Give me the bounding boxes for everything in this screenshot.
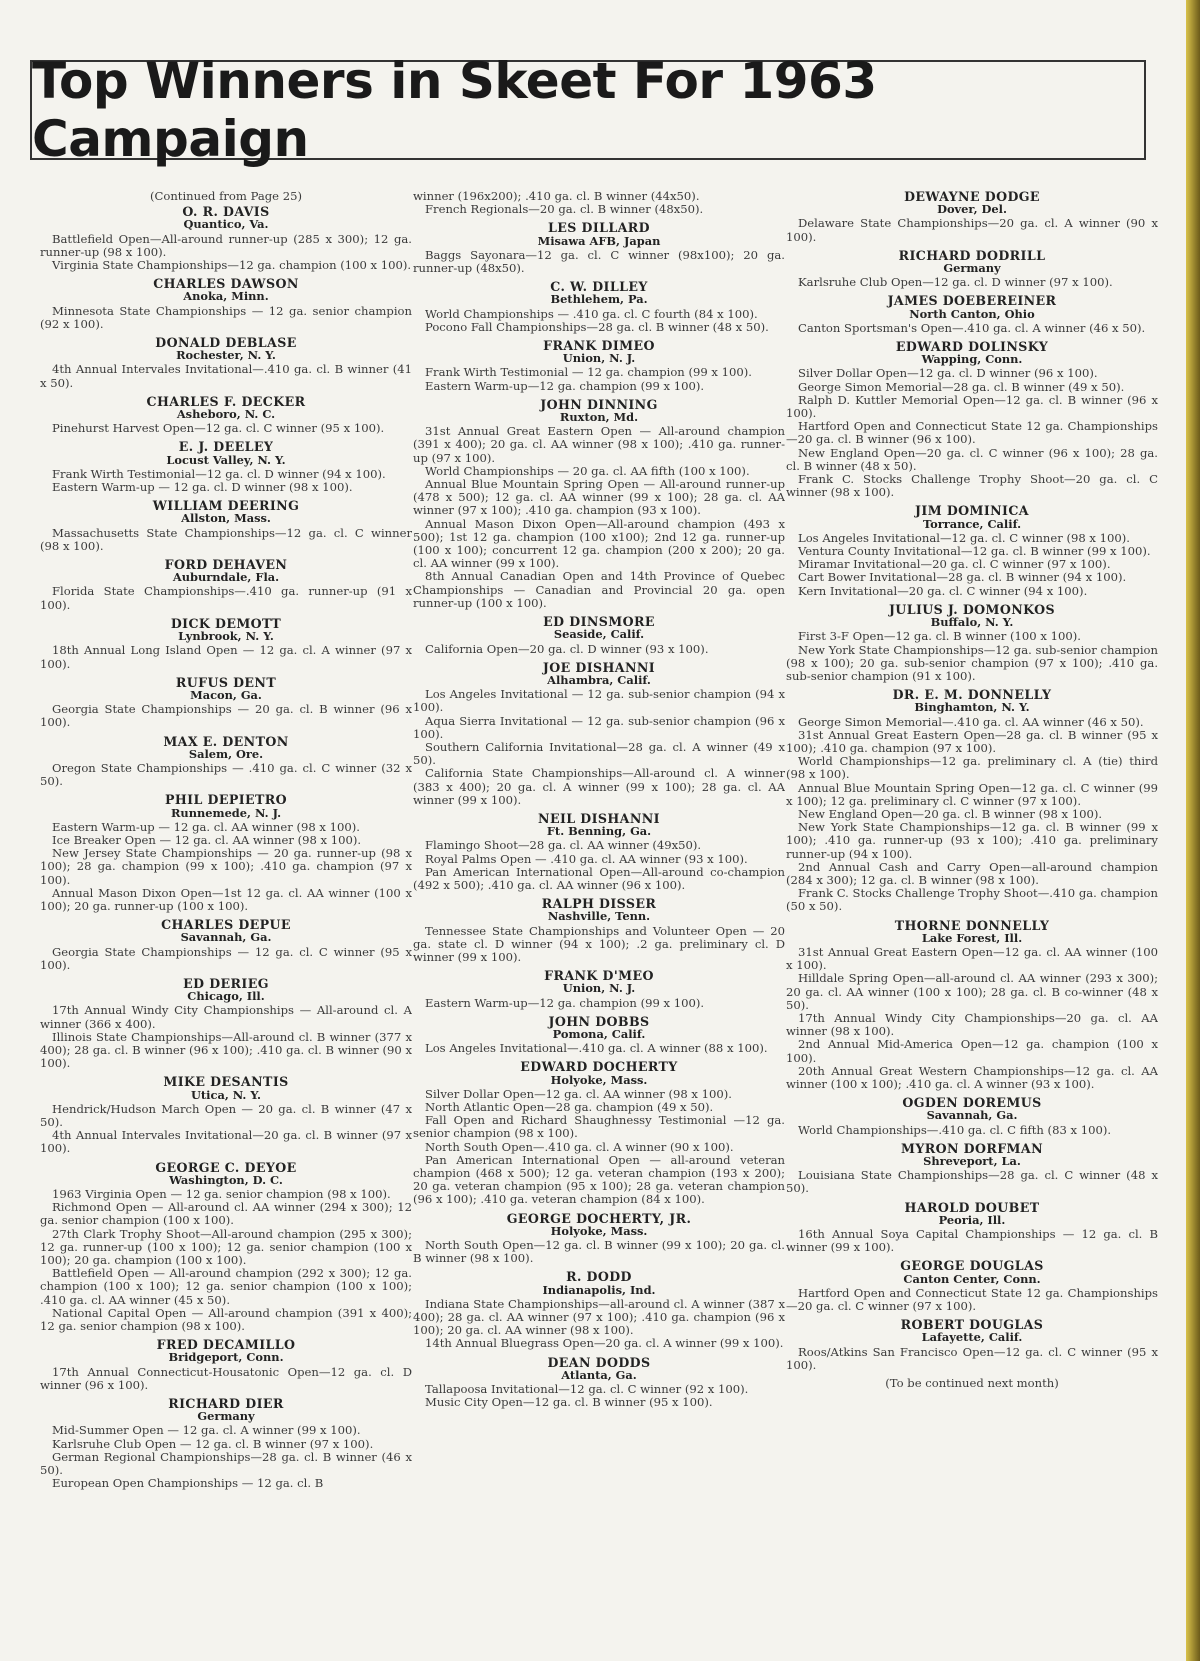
winner-name: C. W. DILLEY xyxy=(550,279,648,295)
result-line: 2nd Annual Mid-America Open—12 ga. champion (100 x 100). xyxy=(786,1037,1158,1065)
winner-name: JULIUS J. DOMONKOS xyxy=(888,601,1056,617)
winner-name: LES DILLARD xyxy=(547,220,650,236)
winner-location: Germany xyxy=(197,1409,255,1424)
result-line: Hilldale Spring Open—all-around cl. AA winner (293 x 300); 20 ga. cl. AA winner (100 x 100); 28 ga. cl. B co-winner (48 x 50). xyxy=(786,971,1158,1012)
winner-location: Pomona, Calif. xyxy=(552,1026,646,1041)
winner-location: Bethlehem, Pa. xyxy=(550,292,648,307)
winner-location: Auburndale, Fla. xyxy=(172,570,280,585)
winner-location: Locust Valley, N. Y. xyxy=(166,452,286,467)
result-line: Los Angeles Invitational—.410 ga. cl. A winner (88 x 100). xyxy=(425,1041,768,1056)
result-line: Eastern Warm-up — 12 ga. cl. D winner (98 x 100). xyxy=(52,480,353,495)
winner-location: Misawa AFB, Japan xyxy=(537,233,661,248)
result-line: 14th Annual Bluegrass Open—20 ga. cl. A winner (99 x 100). xyxy=(425,1336,784,1351)
winner-name: FRED DECAMILLO xyxy=(156,1337,296,1353)
winner-location: Torrance, Calif. xyxy=(922,516,1022,531)
winner-name: WILLIAM DEERING xyxy=(152,498,300,514)
winner-name: PHIL DEPIETRO xyxy=(165,792,287,808)
result-line: 17th Annual Windy City Championships—20 ga. cl. AA winner (98 x 100). xyxy=(786,1010,1158,1039)
result-line: 20th Annual Great Western Championships—12 ga. cl. AA winner (100 x 100); .410 ga. cl. A winner (93 x 100). xyxy=(786,1063,1158,1091)
result-line: Delaware State Championships—20 ga. cl. A winner (90 x 100). xyxy=(786,216,1158,244)
result-line: Eastern Warm-up—12 ga. champion (99 x 100). xyxy=(425,378,705,393)
winner-entry xyxy=(786,1318,1158,1372)
result-line: New England Open—20 ga. cl. C winner (96 x 100); 28 ga. cl. B winner (48 x 50). xyxy=(786,445,1158,473)
winner-name: NEIL DISHANNI xyxy=(538,810,660,826)
winner-location: Lake Forest, Ill. xyxy=(921,930,1023,945)
result-line: Massachusetts State Championships—12 ga. cl. C winner (98 x 100). xyxy=(40,525,412,553)
winner-name: MIKE DESANTIS xyxy=(163,1074,289,1090)
result-line: Canton Sportsman's Open—.410 ga. cl. A winner (46 x 50). xyxy=(798,320,1146,335)
winner-location: Anoka, Minn. xyxy=(183,289,269,304)
result-line: 31st Annual Great Eastern Open—28 ga. cl. B winner (95 x 100); .410 ga. champion (97 x 100). xyxy=(786,727,1158,755)
winner-entry xyxy=(413,1356,785,1410)
result-line: Pinehurst Harvest Open—12 ga. cl. C winner (95 x 100). xyxy=(52,421,385,436)
winner-location: Savannah, Ga. xyxy=(926,1108,1018,1123)
result-line: Eastern Warm-up — 12 ga. cl. AA winner (98 x 100). xyxy=(52,819,360,834)
result-line: Frank C. Stocks Challenge Trophy Shoot—20 ga. cl. C winner (98 x 100). xyxy=(786,472,1158,500)
winner-name: FRANK DIMEO xyxy=(543,338,655,354)
winner-name: DONALD DEBLASE xyxy=(155,335,297,351)
winner-location: Wapping, Conn. xyxy=(921,352,1023,367)
winner-location: Quantico, Va. xyxy=(183,217,269,232)
winner-location: Binghamton, N. Y. xyxy=(914,700,1030,715)
winner-name: JOE DISHANNI xyxy=(542,659,656,675)
result-line: Royal Palms Open — .410 ga. cl. AA winner (93 x 100). xyxy=(425,851,748,866)
result-line: George Simon Memorial—.410 ga. cl. AA winner (46 x 50). xyxy=(798,714,1144,729)
result-line: Annual Blue Mountain Spring Open—12 ga. cl. C winner (99 x 100); 12 ga. preliminary cl. C winner (97 x 100). xyxy=(786,780,1158,808)
winner-entry xyxy=(786,1259,1158,1313)
winner-entry xyxy=(40,440,412,494)
result-line: Pocono Fall Championships—28 ga. cl. B winner (48 x 50). xyxy=(425,319,769,334)
winner-name: O. R. DAVIS xyxy=(182,204,270,220)
winner-location: Bridgeport, Conn. xyxy=(168,1350,284,1365)
result-line: North South Open—.410 ga. cl. A winner (90 x 100). xyxy=(425,1139,734,1154)
continued-next-note: (To be continued next month) xyxy=(885,1376,1059,1391)
winner-location: Asheboro, N. C. xyxy=(176,407,276,422)
result-line: Aqua Sierra Invitational — 12 ga. sub-senior champion (96 x 100). xyxy=(413,713,785,741)
winner-name: RICHARD DODRILL xyxy=(898,247,1046,263)
winner-name: FORD DEHAVEN xyxy=(164,557,288,573)
result-line: Karlsruhe Club Open—12 ga. cl. D winner (97 x 100). xyxy=(798,275,1113,290)
winner-name: JAMES DOEBEREINER xyxy=(887,293,1057,309)
result-line: 1963 Virginia Open — 12 ga. senior champion (98 x 100). xyxy=(52,1187,391,1202)
winner-entry xyxy=(40,395,412,436)
result-line: Silver Dollar Open—12 ga. cl. AA winner (98 x 100). xyxy=(425,1086,732,1101)
result-line: 16th Annual Soya Capital Championships — 12 ga. cl. B winner (99 x 100). xyxy=(786,1227,1158,1255)
column-1 xyxy=(40,190,412,1650)
winner-name: RUFUS DENT xyxy=(175,674,277,690)
winner-entry xyxy=(40,735,412,789)
result-line: California State Championships—All-around cl. A winner (383 x 400); 20 ga. cl. A winner (99 x 100); 28 ga. cl. AA winner (99 x 100). xyxy=(413,766,785,807)
winner-name: DR. E. M. DONNELLY xyxy=(892,687,1052,703)
result-line: Hendrick/Hudson March Open — 20 ga. cl. B winner (47 x 50). xyxy=(40,1101,412,1129)
winner-entry xyxy=(413,1060,785,1206)
result-line: Battlefield Open — All-around champion (292 x 300); 12 ga. champion (100 x 100); 12 ga. senior champion (100 x 100); .410 ga. cl. AA winner (45 x 50). xyxy=(40,1266,412,1307)
winner-location: Alhambra, Calif. xyxy=(547,672,651,687)
winner-entry xyxy=(413,812,785,892)
winner-entry xyxy=(40,793,412,913)
winner-entry xyxy=(786,919,1158,1092)
page-title: Top Winners in Skeet For 1963 Campaign xyxy=(32,52,877,168)
result-line: New York State Championships—12 ga. sub-senior champion (98 x 100); 20 ga. sub-senior champion (97 x 100); .410 ga. sub-senior champion (91 x 100). xyxy=(786,642,1158,683)
winner-entry xyxy=(786,340,1158,499)
winner-entry xyxy=(786,190,1158,244)
result-line: Minnesota State Championships — 12 ga. senior champion (92 x 100). xyxy=(40,303,412,331)
result-line: National Capital Open — All-around champion (391 x 400); 12 ga. senior champion (98 x 100). xyxy=(40,1305,412,1334)
winner-location: Savannah, Ga. xyxy=(180,930,272,945)
result-line: New Jersey State Championships — 20 ga. runner-up (98 x 100); 28 ga. champion (99 x 100); .410 ga. champion (97 x 100). xyxy=(40,846,412,887)
result-line: Virginia State Championships—12 ga. champion (100 x 100). xyxy=(52,258,412,273)
column-2 xyxy=(413,190,785,1650)
winner-entry xyxy=(786,1201,1158,1255)
winner-location: Buffalo, N. Y. xyxy=(930,615,1014,630)
winner-entry xyxy=(40,676,412,730)
result-line: Louisiana State Championships—28 ga. cl. C winner (48 x 50). xyxy=(786,1168,1158,1196)
result-line: Baggs Sayonara—12 ga. cl. C winner (98x100); 20 ga. runner-up (48x50). xyxy=(413,247,785,276)
winner-location: Germany xyxy=(943,261,1001,276)
result-line: Ralph D. Kuttler Memorial Open—12 ga. cl. B winner (96 x 100). xyxy=(786,392,1158,421)
result-line: Florida State Championships—.410 ga. runner-up (91 x 100). xyxy=(40,584,412,612)
winner-name: ROBERT DOUGLAS xyxy=(900,1317,1044,1333)
result-line: World Championships—.410 ga. cl. C fifth (83 x 100). xyxy=(798,1122,1112,1137)
winner-name: JIM DOMINICA xyxy=(915,503,1029,519)
winner-location: North Canton, Ohio xyxy=(909,306,1035,321)
winner-location: Allston, Mass. xyxy=(181,511,271,526)
result-line: 8th Annual Canadian Open and 14th Province of Quebec Championships — Canadian and Provincial 20 ga. open runner-up (100 x 100). xyxy=(413,569,785,610)
winner-entry xyxy=(413,221,785,275)
result-line: 18th Annual Long Island Open — 12 ga. cl. A winner (97 x 100). xyxy=(40,643,412,671)
result-line: Pan American International Open — all-around veteran champion (468 x 500); 12 ga. veteran champion (193 x 200); 20 ga. veteran champion (95 x 100); 28 ga. veteran champion (96 x 100); .410 ga. veteran champion (84 x 100). xyxy=(413,1152,785,1207)
winner-name: DEAN DODDS xyxy=(547,1354,651,1370)
winner-location: Union, N. J. xyxy=(562,351,636,366)
winner-location: Nashville, Tenn. xyxy=(547,909,651,924)
winner-name: FRANK D'MEO xyxy=(544,968,654,984)
winner-name: GEORGE C. DEYOE xyxy=(155,1159,297,1175)
winner-location: Atlanta, Ga. xyxy=(561,1367,637,1382)
result-line: World Championships—12 ga. preliminary cl. A (tie) third (98 x 100). xyxy=(786,754,1158,782)
winner-location: Runnemede, N. J. xyxy=(170,805,282,820)
winner-location: Macon, Ga. xyxy=(190,687,262,702)
winner-name: ED DERIEG xyxy=(183,975,269,991)
winner-entry xyxy=(40,336,412,390)
winner-name: EDWARD DOLINSKY xyxy=(895,339,1049,355)
winner-entry xyxy=(40,1338,412,1392)
result-line: Annual Mason Dixon Open—All-around champion (493 x 500); 1st 12 ga. champion (100 x100); 2nd 12 ga. runner-up (100 x 100); concurrent 12 ga. champion (200 x 200); 20 ga. cl. AA winner (99 x 100). xyxy=(413,516,785,571)
result-line: 27th Clark Trophy Shoot—All-around champion (295 x 300); 12 ga. runner-up (100 x 100); 12 ga. senior champion (100 x 100); 20 ga. champion (100 x 100). xyxy=(40,1226,412,1268)
result-line: North South Open—12 ga. cl. B winner (99 x 100); 20 ga. cl. B winner (98 x 100). xyxy=(413,1238,785,1266)
winner-entry xyxy=(413,398,785,610)
result-line: winner (196x200); .410 ga. cl. B winner (44x50). xyxy=(413,190,700,203)
result-line: Silver Dollar Open—12 ga. cl. D winner (96 x 100). xyxy=(798,366,1098,381)
result-line: Ventura County Invitational—12 ga. cl. B winner (99 x 100). xyxy=(798,544,1151,559)
winner-entry xyxy=(413,661,785,807)
winner-entry xyxy=(413,969,785,1010)
result-line: Ice Breaker Open — 12 ga. cl. AA winner (98 x 100). xyxy=(52,832,362,847)
winner-name: DICK DEMOTT xyxy=(170,615,282,631)
winner-name: GEORGE DOUGLAS xyxy=(900,1258,1044,1274)
result-line: 4th Annual Intervales Invitational—.410 ga. cl. B winner (41 x 50). xyxy=(40,362,412,390)
result-line: Pan American International Open—All-around co-champion (492 x 500); .410 ga. cl. AA winner (96 x 100). xyxy=(413,864,785,892)
result-line: 4th Annual Intervales Invitational—20 ga. cl. B winner (97 x 100). xyxy=(40,1128,412,1156)
result-line: George Simon Memorial—28 ga. cl. B winner (49 x 50). xyxy=(798,379,1125,394)
result-line: Tallapoosa Invitational—12 ga. cl. C winner (92 x 100). xyxy=(425,1382,749,1397)
result-line: Kern Invitational—20 ga. cl. C winner (94 x 100). xyxy=(798,583,1088,598)
result-line: First 3-F Open—12 ga. cl. B winner (100 x 100). xyxy=(798,629,1081,644)
winner-location: Washington, D. C. xyxy=(169,1172,283,1187)
winner-location: Union, N. J. xyxy=(562,981,636,996)
result-line: Eastern Warm-up—12 ga. champion (99 x 100). xyxy=(425,995,705,1010)
title-box xyxy=(30,52,1146,168)
result-line: Illinois State Championships—All-around cl. B winner (377 x 400); 28 ga. cl. B winner (96 x 100); .410 ga. cl. B winner (90 x 100). xyxy=(40,1029,412,1071)
winner-name: CHARLES F. DECKER xyxy=(146,393,306,409)
winner-location: Holyoke, Mass. xyxy=(550,1072,648,1087)
winner-name: JOHN DINNING xyxy=(540,396,658,412)
winner-entry xyxy=(786,294,1158,335)
continued-note: (Continued from Page 25) xyxy=(149,190,303,203)
winner-entry xyxy=(413,280,785,334)
result-line: World Championships — 20 ga. cl. AA fifth (100 x 100). xyxy=(425,463,750,478)
result-line: World Championships — .410 ga. cl. C fourth (84 x 100). xyxy=(425,306,758,321)
result-line: California Open—20 ga. cl. D winner (93 x 100). xyxy=(425,641,709,656)
winner-location: Salem, Ore. xyxy=(188,746,264,761)
result-line: Tennessee State Championships and Volunteer Open — 20 ga. state cl. D winner (94 x 100); .2 ga. preliminary cl. D winner (99 x 100). xyxy=(413,923,785,964)
winner-name: JOHN DOBBS xyxy=(548,1013,650,1029)
winner-location: Rochester, N. Y. xyxy=(176,348,276,363)
result-line: German Regional Championships—28 ga. cl. B winner (46 x 50). xyxy=(40,1449,412,1478)
result-line: Fall Open and Richard Shaughnessy Testimonial —12 ga. senior champion (98 x 100). xyxy=(413,1113,785,1141)
winner-entry xyxy=(413,190,785,216)
result-line: Richmond Open — All-around cl. AA winner (294 x 300); 12 ga. senior champion (100 x 100). xyxy=(40,1200,412,1228)
winner-entry xyxy=(40,617,412,671)
result-line: Hartford Open and Connecticut State 12 ga. Championships—20 ga. cl. B winner (96 x 100). xyxy=(786,419,1158,447)
winner-location: Seaside, Calif. xyxy=(553,627,645,642)
winner-entry xyxy=(40,977,412,1070)
binding-edge xyxy=(1186,0,1200,1661)
result-line: North Atlantic Open—28 ga. champion (49 x 50). xyxy=(425,1100,714,1114)
winner-entry xyxy=(413,1015,785,1056)
winner-entry xyxy=(40,1075,412,1155)
winner-entry xyxy=(786,1142,1158,1196)
result-line: 31st Annual Great Eastern Open — All-around champion (391 x 400); 20 ga. cl. AA winner (98 x 100); .410 ga. runner-up (97 x 100). xyxy=(413,424,785,465)
winner-location: Canton Center, Conn. xyxy=(903,1271,1041,1286)
result-line: 31st Annual Great Eastern Open—12 ga. cl. AA winner (100 x 100). xyxy=(786,944,1158,973)
result-line: Annual Blue Mountain Spring Open — All-around runner-up (478 x 500); 12 ga. cl. AA winner (99 x 100); 28 ga. cl. AA winner (97 x 100); .410 ga. champion (93 x 100). xyxy=(413,477,785,518)
result-line: Battlefield Open—All-around runner-up (285 x 300); 12 ga. runner-up (98 x 100). xyxy=(40,231,412,259)
winner-entry xyxy=(786,1096,1158,1137)
winner-name: R. DODD xyxy=(566,1269,632,1285)
result-line: Miramar Invitational—20 ga. cl. C winner (97 x 100). xyxy=(798,557,1111,572)
winner-location: Lafayette, Calif. xyxy=(921,1330,1023,1345)
result-line: French Regionals—20 ga. cl. B winner (48x50). xyxy=(425,202,704,217)
result-line: Oregon State Championships — .410 ga. cl. C winner (32 x 50). xyxy=(40,760,412,789)
winner-location: Indianapolis, Ind. xyxy=(542,1282,656,1297)
winner-name: CHARLES DEPUE xyxy=(161,917,291,933)
winner-entry xyxy=(40,499,412,553)
winner-location: Ft. Benning, Ga. xyxy=(546,824,652,839)
result-line: Frank C. Stocks Challenge Trophy Shoot—.410 ga. champion (50 x 50). xyxy=(786,886,1158,914)
winner-name: MAX E. DENTON xyxy=(163,733,289,749)
result-line: Annual Mason Dixon Open—1st 12 ga. cl. AA winner (100 x 100); 20 ga. runner-up (100 x 100). xyxy=(40,885,412,913)
winner-name: GEORGE DOCHERTY, JR. xyxy=(506,1210,692,1226)
result-line: 17th Annual Connecticut-Housatonic Open—12 ga. cl. D winner (96 x 100). xyxy=(40,1364,412,1392)
winner-location: Peoria, Ill. xyxy=(938,1212,1006,1227)
winner-entry xyxy=(40,277,412,331)
winner-entry xyxy=(40,918,412,972)
winner-name: RICHARD DIER xyxy=(168,1396,284,1412)
result-line: Flamingo Shoot—28 ga. cl. AA winner (49x50). xyxy=(425,838,702,853)
result-line: Karlsruhe Club Open — 12 ga. cl. B winner (97 x 100). xyxy=(52,1436,374,1451)
winner-entry xyxy=(40,1397,412,1490)
winner-name: MYRON DORFMAN xyxy=(901,1140,1043,1156)
winner-location: Lynbrook, N. Y. xyxy=(178,629,274,644)
winner-entry xyxy=(40,1161,412,1334)
result-line: Frank Wirth Testimonial—12 ga. cl. D winner (94 x 100). xyxy=(52,466,386,481)
winner-entry xyxy=(786,249,1158,290)
winner-location: Utica, N. Y. xyxy=(190,1087,261,1102)
result-line: New England Open—20 ga. cl. B winner (98 x 100). xyxy=(798,806,1103,821)
winner-name: DEWAYNE DODGE xyxy=(904,190,1040,204)
winner-name: THORNE DONNELLY xyxy=(894,917,1050,933)
result-line: Cart Bower Invitational—28 ga. cl. B winner (94 x 100). xyxy=(798,570,1127,585)
winner-location: Shreveport, La. xyxy=(923,1154,1021,1169)
result-line: Roos/Atkins San Francisco Open—12 ga. cl. C winner (95 x 100). xyxy=(786,1344,1158,1372)
winner-name: OGDEN DOREMUS xyxy=(902,1095,1042,1111)
winner-name: EDWARD DOCHERTY xyxy=(520,1059,678,1075)
result-line: Hartford Open and Connecticut State 12 ga. Championships—20 ga. cl. C winner (97 x 100). xyxy=(786,1285,1158,1314)
result-line: Music City Open—12 ga. cl. B winner (95 x 100). xyxy=(425,1395,713,1410)
column-3 xyxy=(786,190,1158,1650)
winner-location: Dover, Del. xyxy=(937,202,1007,217)
result-line: Southern California Invitational—28 ga. cl. A winner (49 x 50). xyxy=(413,739,785,768)
winner-entry xyxy=(786,603,1158,683)
winner-name: HAROLD DOUBET xyxy=(904,1199,1040,1215)
winner-entry xyxy=(413,615,785,656)
result-line: 2nd Annual Cash and Carry Open—all-around champion (284 x 300); 12 ga. cl. B winner (98 x 100). xyxy=(786,859,1158,887)
result-line: New York State Championships—12 ga. cl. B winner (99 x 100); .410 ga. runner-up (93 x 100); .410 ga. preliminary runner-up (94 x 100). xyxy=(786,820,1158,861)
result-line: 17th Annual Windy City Championships — All-around cl. A winner (366 x 400). xyxy=(40,1003,412,1031)
winner-location: Holyoke, Mass. xyxy=(550,1223,648,1238)
result-line: European Open Championships — 12 ga. cl. B xyxy=(52,1476,324,1491)
winner-location: Ruxton, Md. xyxy=(559,410,639,425)
result-line: Georgia State Championships — 12 ga. cl. C winner (95 x 100). xyxy=(40,944,412,972)
winner-entry xyxy=(413,1270,785,1350)
winner-entry xyxy=(413,339,785,393)
winner-name: E. J. DEELEY xyxy=(178,439,274,455)
result-line: Frank Wirth Testimonial — 12 ga. champion (99 x 100). xyxy=(425,365,752,380)
winner-entry xyxy=(40,205,412,272)
winner-name: RALPH DISSER xyxy=(541,896,657,912)
result-line: Los Angeles Invitational — 12 ga. sub-senior champion (94 x 100). xyxy=(413,687,785,715)
result-line: Georgia State Championships — 20 ga. cl. B winner (96 x 100). xyxy=(40,702,412,730)
winner-entry xyxy=(786,504,1158,597)
result-line: Indiana State Championships—all-around cl. A winner (387 x 400); 28 ga. cl. AA winner (97 x 100); .410 ga. champion (96 x 100); 20 ga. cl. AA winner (98 x 100). xyxy=(413,1296,785,1338)
winner-entry xyxy=(40,558,412,612)
winner-entry xyxy=(413,897,785,964)
winner-location: Chicago, Ill. xyxy=(187,989,265,1004)
winner-entry xyxy=(786,688,1158,913)
winner-entry xyxy=(413,1212,785,1266)
result-line: Mid-Summer Open — 12 ga. cl. A winner (99 x 100). xyxy=(52,1423,361,1438)
result-line: Los Angeles Invitational—12 ga. cl. C winner (98 x 100). xyxy=(798,530,1130,545)
winner-name: CHARLES DAWSON xyxy=(153,276,299,292)
winner-name: ED DINSMORE xyxy=(543,614,655,630)
